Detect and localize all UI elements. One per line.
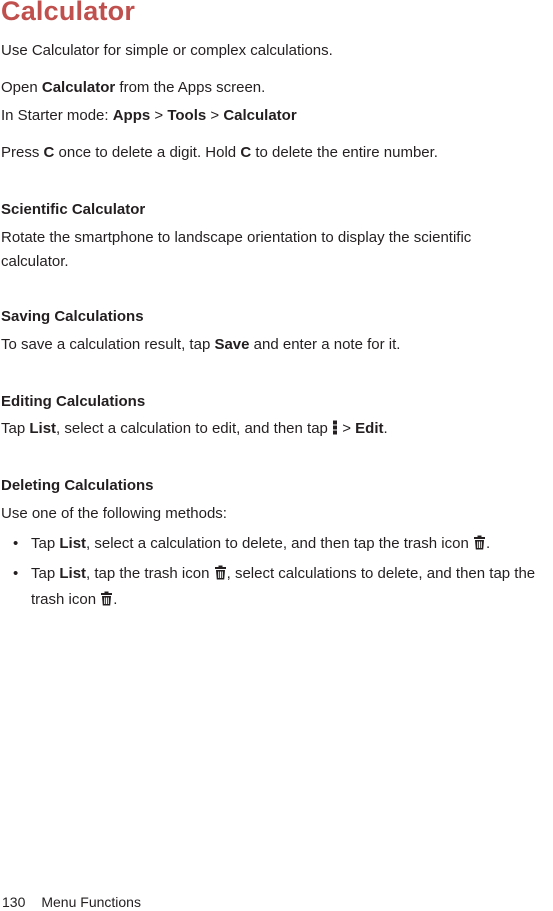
- page-title: Calculator: [1, 0, 136, 26]
- bullet-dot: •: [13, 535, 19, 552]
- trash-icon: [214, 564, 227, 588]
- starter-mode-instruction: In Starter mode: Apps > Tools > Calculator: [1, 107, 297, 124]
- editing-text: Tap List, select a calculation to edit, and then tap > Edit.: [1, 418, 388, 442]
- scientific-text: Rotate the smartphone to landscape orientation to display the scientific calculator.: [1, 229, 472, 270]
- bullet-dot: •: [13, 565, 19, 582]
- page-footer: [2, 893, 141, 911]
- manual-page: Calculator Use Calculator for simple or complex calculations. Open Calculator from the Apps screen. In Starter mode: Apps > Tools > Calculator Press C once to delete a digit. Hold C to delete the entire number. Scientific Calculator Rotate the smartphone to landscape orientation to display the scientific calculator. Saving Calculations To save a calculation result, tap Save and enter a note for it. Editing Calculations Tap List, select a calculation to edit, and then tap > Edit. Deleting Calculations Use one of the following methods: • Tap List, select a calculation to delete, and then tap the trash icon . • Tap List, tap the trash icon , select calculations to delete, and then tap the trash icon . 130 Menu Functions: [0, 0, 553, 908]
- deleting-intro: Use one of the following methods:: [1, 505, 227, 522]
- page-number: 130: [2, 894, 26, 910]
- trash-icon: [473, 534, 486, 558]
- deleting-heading: Deleting Calculations: [1, 477, 154, 494]
- open-instruction: Open Calculator from the Apps screen.: [1, 79, 266, 96]
- saving-text: To save a calculation result, tap Save and enter a note for it.: [1, 336, 401, 353]
- saving-heading: Saving Calculations: [1, 308, 144, 325]
- intro-text: Use Calculator for simple or complex calculations.: [1, 42, 333, 59]
- calculator-term: Calculator: [41, 79, 116, 96]
- press-c-instruction: Press C once to delete a digit. Hold C to delete the entire number.: [1, 144, 438, 161]
- trash-icon: [100, 590, 113, 614]
- editing-heading: Editing Calculations: [1, 393, 146, 410]
- section-name: Menu Functions: [41, 894, 141, 910]
- scientific-heading: Scientific Calculator: [1, 201, 146, 218]
